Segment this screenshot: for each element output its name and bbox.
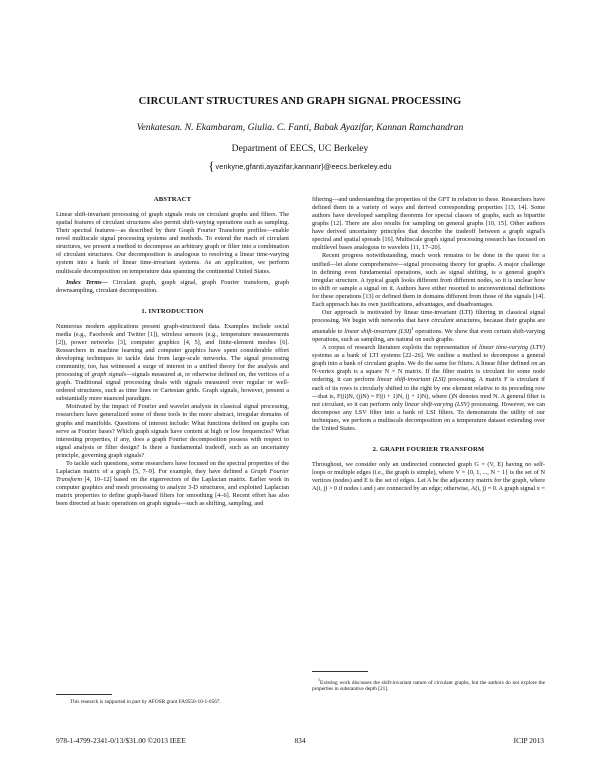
research-support-footnote: This research is supported in part by AFOSR grant FA9550-10-1-0567. [70,699,221,705]
paper-affiliation: Department of EECS, UC Berkeley [231,143,369,154]
intro-p3-tail: [4, 10–12] based on the eigenvectors of the Laplacian matrix. Earlier work in computer graphics and mesh processing to analyze 3-D structures, and exploited Laplacian matrix properties to define graph-based filters for smoothing [4–6]. Recent effort has also been directed at basic operations on graph signals—such as shifting, sampling, and [56,475,289,508]
intro-p6-tail: operations. We show that even certain shift-varying operations, such as sampling, are natural on such graphs. [312,328,545,344]
intro-paragraph-7 [312,344,545,433]
footer-page-number: 834 [294,736,306,745]
footnote-marker: 1 [411,326,414,331]
paper-authors: Venkatesan. N. Ekambaram, Giulia. C. Fanti, Babak Ayazifar, Kannan Ramchandran [136,122,464,133]
intro-p1-text: Numerous modern applications present graph-structured data. Examples include social media (e.g., Facebook and Twitter [1]), wireless sensors (e.g., temperature measurements [2]), power networks [3], computer graphics [4, 5], and finite-element meshes [6]. Researchers in machine learning and computer graphics have spent considerable effort developing techniques to tackle data from large-scale networks. The signal processing community, too, has witnessed a surge of interest in a unified theory for the analysis and processing of [56,322,289,379]
intro-p7-mid: systems as a bank of LTI systems [22–26]. We outline a method to decompose a general graph into a bank of circulant graphs. We do the same for filters. A linear filter defined on an N-vertex graph is a square N × N matrix. If the filter matrix is circulant for some node ordering, it can perform [312,352,545,384]
intro-paragraph-2: Motivated by the impact of Fourier and wavelet analysis in classical signal processing, researchers have generalized some of these tools to the more abstract, irregular domains of graphs and manifolds. Questions of interest include: What functions defined on graphs can serve as Fourier bases? Which graph signals have content at high or low frequencies? What interesting properties, if any, does a graph Fourier decomposition possess with respect to signal analysis or filter design? Is there a fundamental tradeoff, such as an uncertainty principle, governing graph signals? [56,403,289,459]
intro-p7-text: A corpus of research literature exploits the representation of [322,344,479,352]
intro-paragraph-4: filtering—and understanding the properties of the GFT in relation to these. Researchers have defined them in a variety of ways and derived corresponding properties [13, 14]. Some authors have developed sampling theorems for special classes of graphs, such as bipartite graphs [12]. There are also results for sampling on general graphs [10, 15]. Other authors have derived uncertainty principles that describe the tradeoff between a graph signal's spectral and spatial spreads [16]. Multiscale graph signal processing research has focused on multilevel bases analogous to wavelets [11, 17–20]. [312,196,545,252]
footer-venue: ICIP 2013 [513,736,544,745]
abstract-text: Linear shift-invariant processing of graph signals rests on circulant graphs and filters. The spatial features of circulant structures also permit shift-varying operations such as sampling. Their spectral features—as described by their Graph Fourier Transform profiles—enable novel multiscale signal processing systems and methods. To extend the reach of circulant structures, we present a method to decompose an arbitrary graph or filter into a combination of circulant structures. Our decomposition is analogous to resolving a linear time-varying system into a bank of linear time-invariant systems. As an application, we perform multiscale decomposition on temperature data spanning the continental United States. [56,211,289,275]
paper-email [0,158,600,174]
footer-isbn: 978-1-4799-2341-0/13/$31.00 ©2013 IEEE [56,736,186,745]
intro-heading: 1. INTRODUCTION [141,307,204,315]
intro-p7-emphasis-1: linear time-varying (LTV) [478,344,545,352]
intro-paragraph-1 [56,323,289,404]
gft-heading: 2. GRAPH FOURIER TRANSFORM [372,445,485,453]
intro-p1-tail: —signals measured at, or otherwise defined on, the vertices of a graph. Traditional signal processing deals with signals measured over regular or well-ordered structures, such as time lines or Cartesian grids. Graph signals, however, present a substantially more nuanced paradigm. [56,371,289,403]
intro-p6-text: Our approach is motivated by linear time-invariant (LTI) filtering in classical signal processing. We begin with networks that have [312,308,545,324]
footnote-1 [312,677,545,693]
left-column [56,196,289,508]
index-terms-text: Circulant graph, graph signal, graph Fourier transform, graph downsampling, circulant decomposition. [56,278,289,294]
intro-p7-tail-2: processing. However, we can decompose any LSV filter into a bank of LSI filters. To demonstrate the utility of our techniques, we perform a multiscale decomposition on a temperature dataset extending over the United States. [312,400,546,432]
paper-title: CIRCULANT STRUCTURES AND GRAPH SIGNAL PROCESSING [138,96,462,107]
intro-p7-tail: processing. A matrix F is circulant if each of its rows is circularly shifted to the right by one element relative to its preceding row—that is, F((i)N, (j)N) = F((i + 1)N, (j + 1)N), where ()N denotes mod N. A general filter is not circulant, so it can perform only [312,376,546,408]
intro-p6-emphasis-2: linear shift-invariant (LSI) [344,328,412,336]
left-footnote-rule [56,694,112,695]
email-brace: { [208,158,215,173]
intro-paragraph-6 [312,309,545,344]
right-column [312,196,545,493]
intro-p7-emphasis-2: linear shift-invariant (LSI) [377,376,446,384]
intro-paragraph-5: Recent progress notwithstanding, much work remains to be done in the quest for a unified—let alone comprehensive—signal processing theory for graphs. A major challenge in defining even fundamental operations, such as signal shifting, is a general graph's irregular structure. A typical graph looks different from different nodes, so it is unclear how to shift or sample a signal on it. Authors have either resorted to unconventional definitions for these operations [13] or defined them in domains different from those of the signals [14]. Each approach has its own justifications, advantages, and disadvantages. [312,252,545,308]
intro-paragraph-3 [56,460,289,508]
intro-p6-emphasis-1: circulant [431,316,454,324]
intro-p3-text: To tackle such questions, some researchers have focused on the spectral properties of the Laplacian matrix of a graph [5, 7–9]. For example, they have defined a [56,459,289,475]
index-terms-label: Index Terms— [66,278,108,286]
footnote-1-mark: 1 [318,677,320,682]
intro-p6-mid: structures, because their graphs are amenable to [312,316,546,336]
abstract-heading: ABSTRACT [153,196,192,203]
right-footnote-rule [312,671,368,672]
footnote-1-text: Existing work discusses the shift-invariant nature of circulant graphs, but the authors do not explore the properties in substantive depth [21]. [312,679,545,693]
intro-p7-emphasis-3: linear shift-varying (LSV) [404,400,470,408]
intro-p1-emphasis: graph signals [91,371,127,379]
gft-paragraph-1: Throughout, we consider only an undirected connected graph G = (V, E) having no self-loops or multiple edges (i.e., the graph is simple), where V = {0, 1, ..., N − 1} is the set of N vertices (nodes) and E is the set of edges. Let A be the adjacency matrix for the graph, where A(i, j) > 0 if nodes i and j are connected by an edge; otherwise, A(i, j) = 0. A graph signal x = [312,460,545,493]
index-terms [56,279,289,295]
intro-p3-emphasis: Graph Fourier Transform [56,467,289,483]
email-address: venkyne,gfanti,ayazifar,kannanr}@eecs.berkeley.edu [215,162,392,171]
